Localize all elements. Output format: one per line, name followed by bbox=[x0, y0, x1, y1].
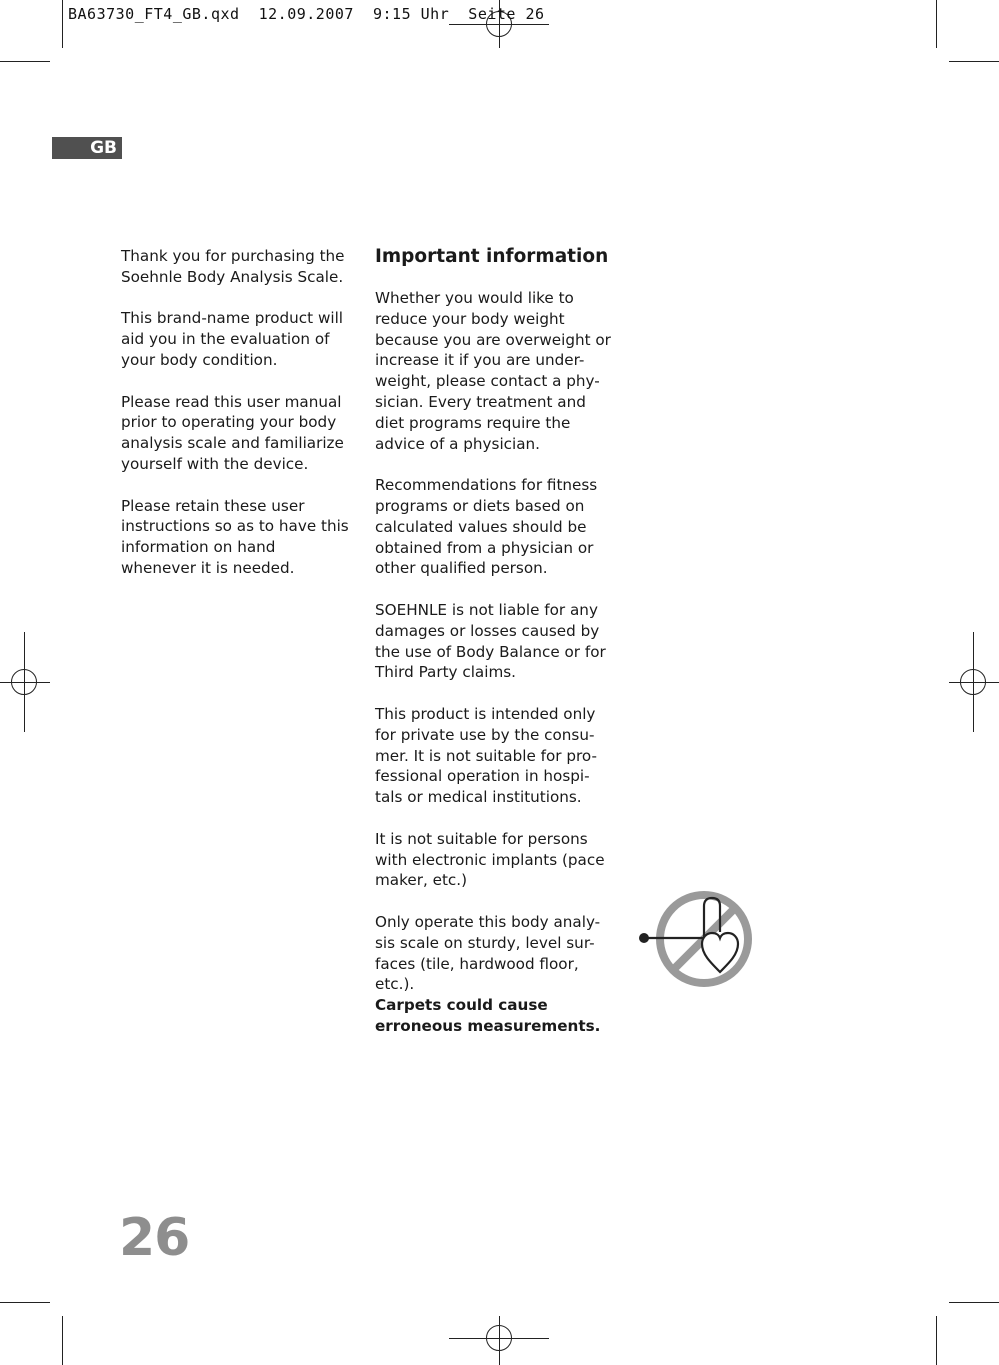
intro-paragraph: Thank you for purchasing the Soehnle Body Analysis Scale. bbox=[121, 247, 345, 286]
print-slug: BA63730_FT4_GB.qxd 12.09.2007 9:15 Uhr Seite 26 bbox=[68, 5, 545, 23]
info-paragraph: It is not suitable for persons with electronic implants (pace maker, etc.) bbox=[375, 829, 605, 890]
crop-mark bbox=[936, 0, 937, 48]
pacemaker-prohibited-icon bbox=[632, 890, 756, 990]
intro-column bbox=[121, 246, 353, 600]
crop-mark bbox=[949, 61, 999, 62]
important-info-column bbox=[375, 246, 615, 1037]
crop-mark bbox=[0, 1302, 50, 1303]
info-paragraph: SOEHNLE is not liable for any damages or losses caused by the use of Body Balance or for Third Party claims. bbox=[375, 600, 606, 682]
info-paragraph: Only operate this body analy-sis scale on sturdy, level sur-faces (tile, hardwood floor, etc.). bbox=[375, 912, 601, 994]
page-number: 26 bbox=[119, 1208, 190, 1268]
info-paragraph: Recommendations for fitness programs or diets based on calculated values should be obtained from a physician or other qualified person. bbox=[375, 476, 598, 578]
registration-mark bbox=[11, 669, 37, 695]
crop-mark bbox=[936, 1316, 937, 1365]
warning-text: Carpets could cause erroneous measurements. bbox=[375, 996, 601, 1035]
intro-paragraph: This brand-name product will aid you in the evaluation of your body condition. bbox=[121, 309, 344, 369]
crop-mark bbox=[0, 61, 50, 62]
crop-mark bbox=[949, 1302, 999, 1303]
registration-mark bbox=[486, 1325, 512, 1351]
crop-mark bbox=[62, 1316, 63, 1365]
info-paragraph: Whether you would like to reduce your body weight because you are overweight or increase it if you are under-weight, please contact a phy-sician. Every treatment and diet programs require the advice of a physician. bbox=[375, 289, 611, 453]
intro-paragraph: Please read this user manual prior to operating your body analysis scale and familiarize yourself with the device. bbox=[121, 392, 344, 473]
intro-paragraph: Please retain these user instructions so as to have this information on hand whenever it is needed. bbox=[121, 496, 349, 577]
registration-mark bbox=[960, 669, 986, 695]
language-tab: GB bbox=[52, 137, 122, 159]
info-paragraph: This product is intended only for private use by the consu-mer. It is not suitable for pro-fessional operation in hospi-tals or medical institutions. bbox=[375, 704, 597, 807]
section-heading: Important information bbox=[375, 246, 609, 267]
crop-mark bbox=[62, 0, 63, 48]
